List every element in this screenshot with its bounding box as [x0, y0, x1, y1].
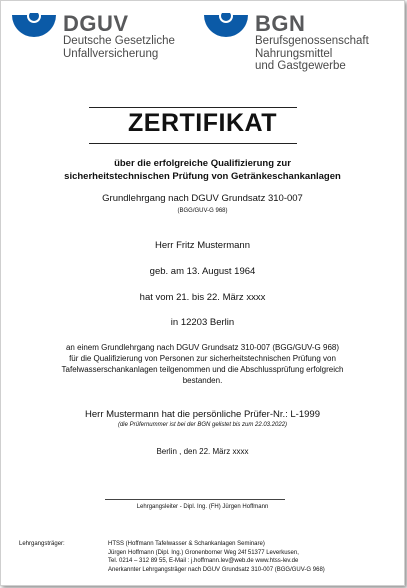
dguv-logo-title: DGUV [63, 11, 129, 36]
provider-label: Lehrgangsträger: [19, 541, 65, 547]
course-place: in 12203 Berlin [170, 317, 235, 328]
body-line: bestanden. [182, 376, 223, 385]
birth-date: geb. am 13. August 1964 [149, 266, 256, 277]
body-line: Tafelwasserschankanlagen teilgenommen und die Abschlussprüfung erfolgreich [61, 365, 344, 374]
body-line: für die Qualifizierung von Personen zur sicherheitstechnischen Prüfung von [69, 354, 336, 363]
signature-line [105, 499, 285, 500]
title-rule-bottom [89, 143, 297, 144]
participant-name: Herr Fritz Mustermann [154, 240, 250, 251]
examiner-number: Herr Mustermann hat die persönliche Prüfer-Nr.: L-1999 [85, 409, 320, 420]
dguv-logo-line: Unfallversicherung [63, 47, 159, 60]
bgn-logo-line: Berufsgenossenschaft [255, 35, 369, 47]
bgn-logo [203, 13, 369, 73]
dguv-emblem-icon [11, 13, 57, 47]
body-line: an einem Grundlehrgang nach DGUV Grundsatz 310-007 (BGG/GUV-G 968) [65, 343, 340, 352]
provider-line: Anerkannter Lehrgangsträger nach DGUV Grundsatz 310-007 (BGG/GUV-G 968) [108, 566, 325, 573]
dguv-logo-line: Deutsche Gesetzliche [63, 35, 175, 47]
examiner-note: (die Prüfernummer ist bei der BGN gelistet bis zum 22.03.2022) [117, 422, 288, 428]
subtitle-line: sicherheitstechnischen Prüfung von Getränkeschankanlagen [64, 171, 341, 182]
course-title: Grundlehrgang nach DGUV Grundsatz 310-007 [102, 193, 303, 204]
provider-line: HTSS (Hoffmann Tafelwasser & Schankanlagen Seminare) [108, 541, 265, 547]
bgn-logo-title: BGN [255, 11, 306, 36]
provider-line: Tel. 0214 – 312 89 55, E-Mail : j.hoffmann.lev@web.de www.htss-lev.de [108, 558, 299, 564]
title-rule-top [89, 107, 297, 108]
bgn-logo-line: Nahrungsmittel [255, 47, 333, 60]
bgn-logo-line: und Gastgewerbe [255, 60, 346, 72]
city-date: Berlin , den 22. März xxxx [156, 447, 249, 456]
course-reference: (BGG/GUV-G 968) [177, 208, 228, 214]
dguv-logo [11, 13, 175, 60]
course-dates: hat vom 21. bis 22. März xxxx [139, 292, 266, 303]
bgn-emblem-icon [203, 13, 249, 47]
signature-caption: Lehrgangsleiter - Dipl. Ing. (FH) Jürgen Hoffmann [136, 504, 269, 510]
subtitle-line: über die erfolgreiche Qualifizierung zur [114, 158, 291, 169]
certificate-title: ZERTIFIKAT [128, 109, 277, 137]
provider-line: Jürgen Hoffmann (Dipl. Ing.) Gronenborner Weg 24f 51377 Leverkusen, [108, 549, 299, 556]
